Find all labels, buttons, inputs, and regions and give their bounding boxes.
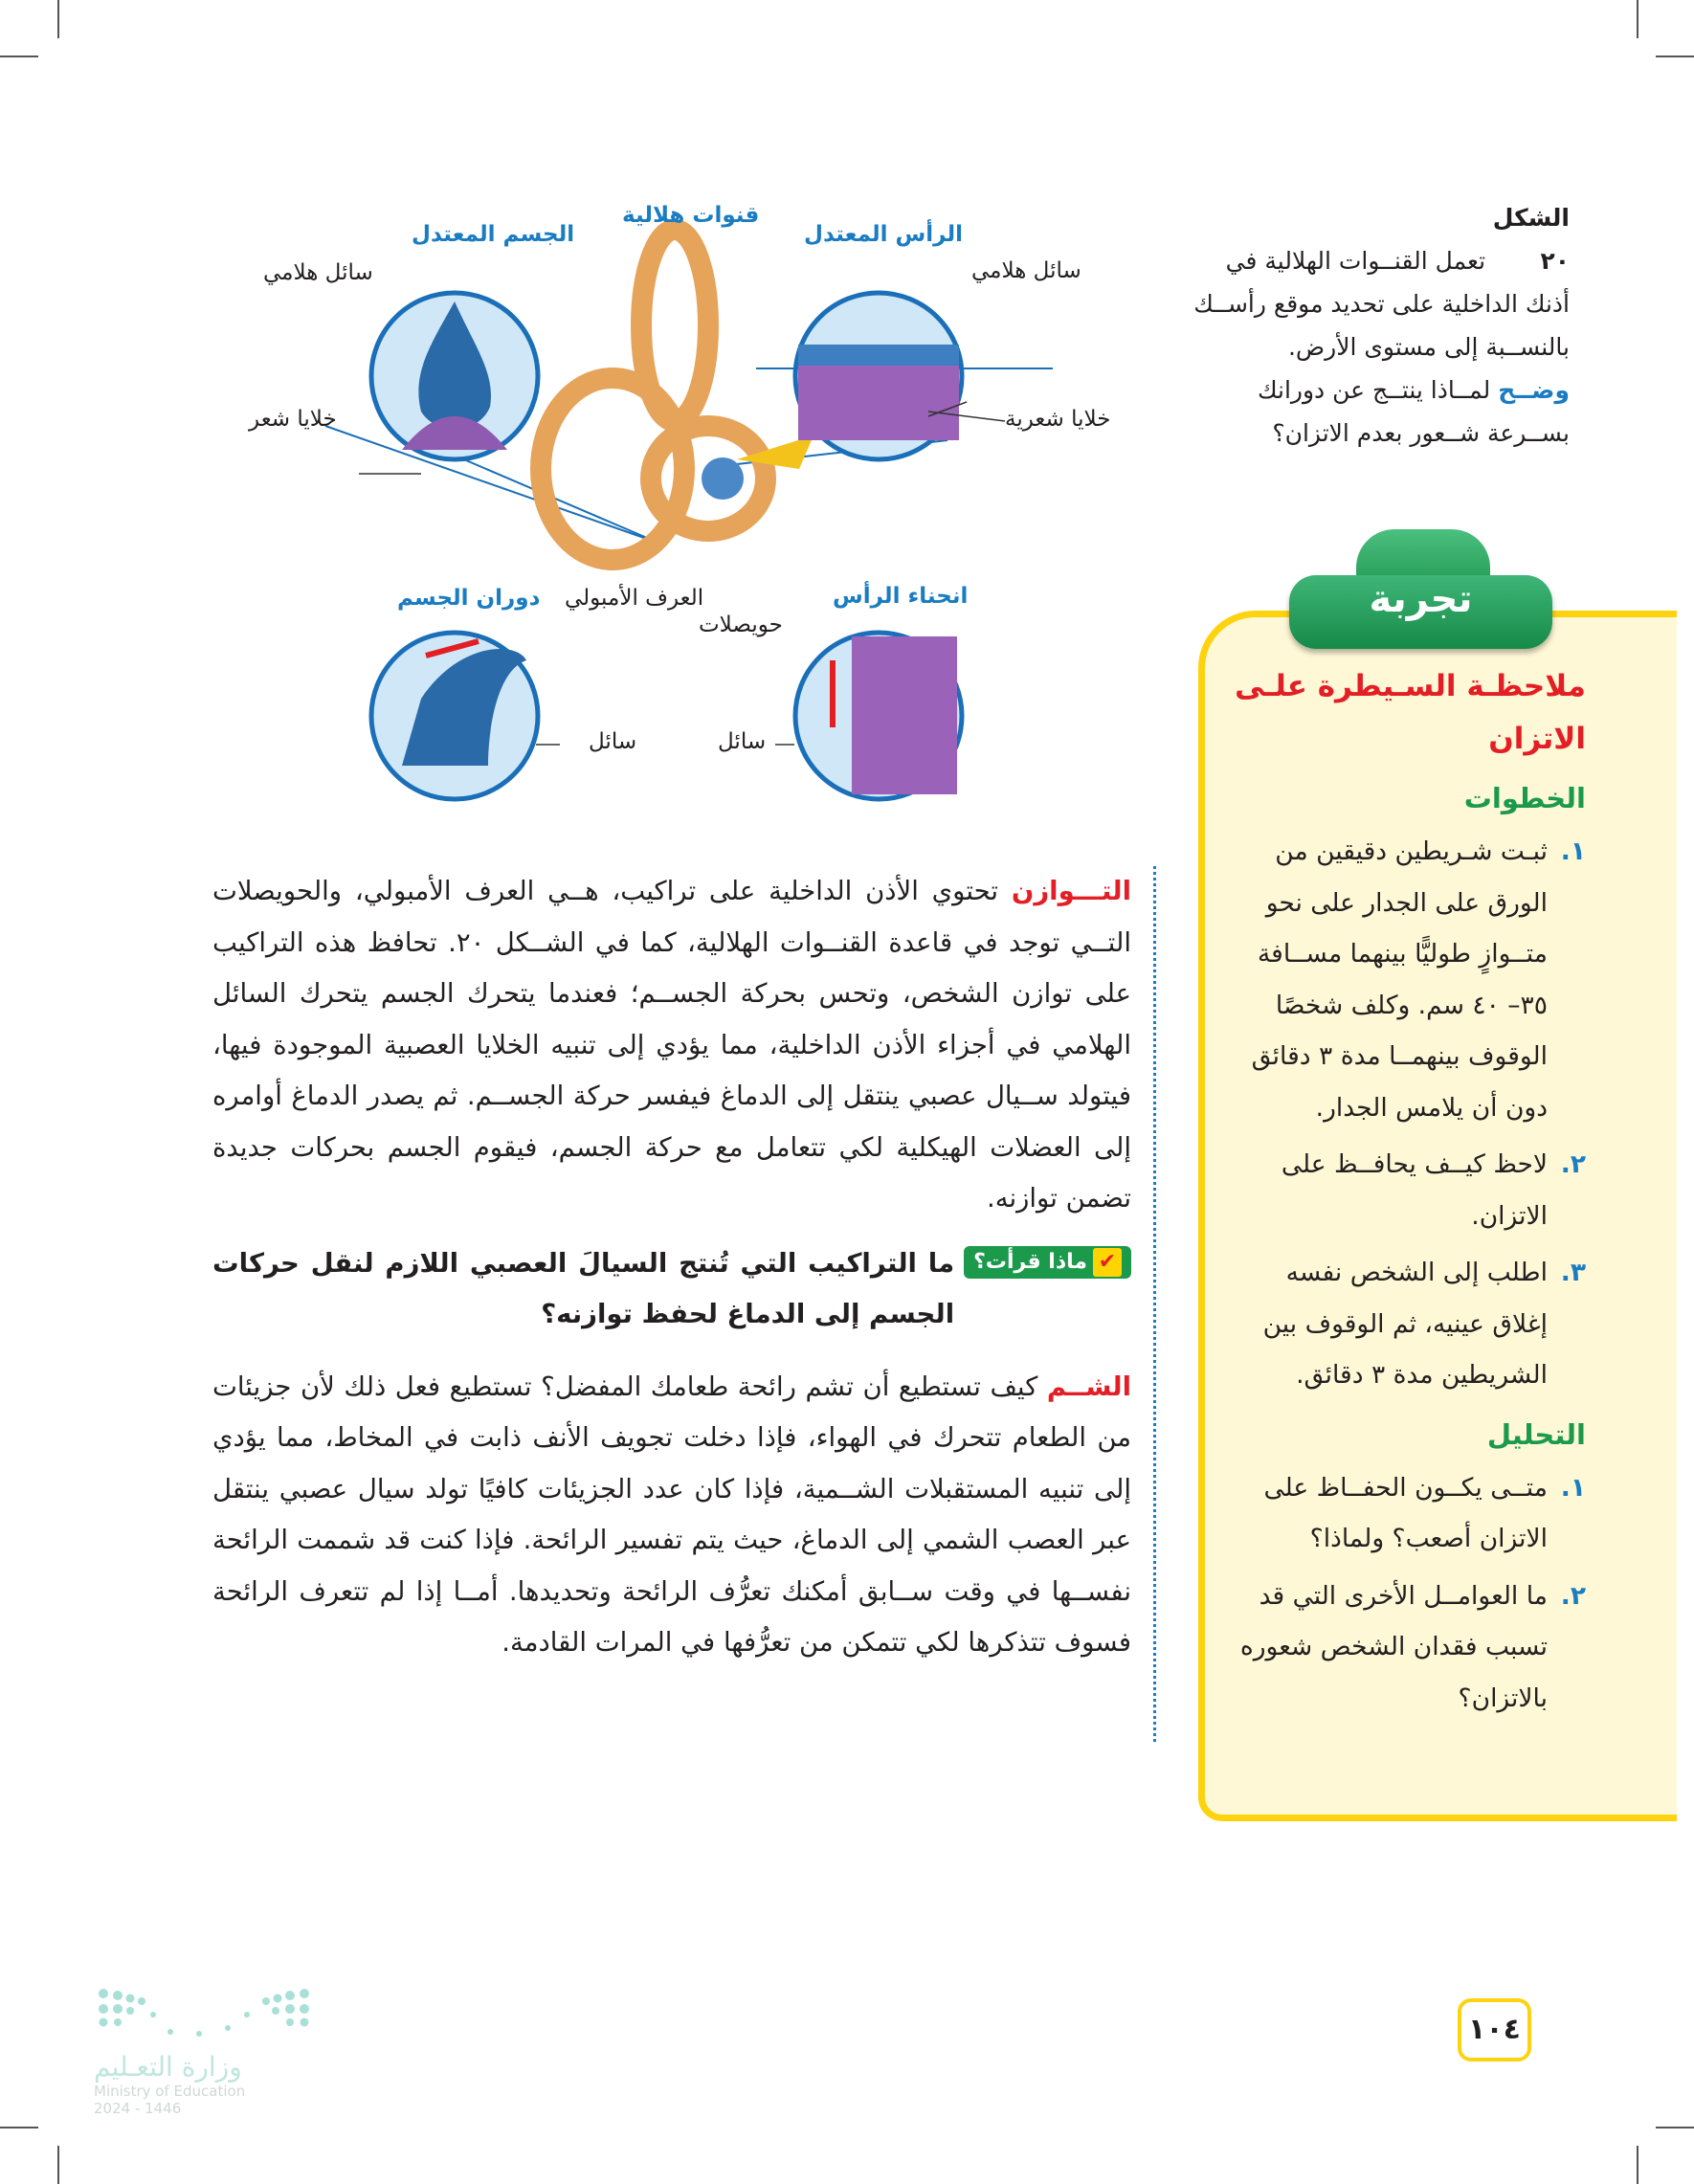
step-number: ٢. bbox=[1560, 1149, 1586, 1179]
explain-text: لمــاذا ينتــج عن دورانك بســرعة شــعور بعدم الاتزان؟ bbox=[1257, 376, 1570, 447]
analysis-item bbox=[1227, 1571, 1586, 1725]
label-hair-cells-left: خلايا شعر bbox=[249, 407, 337, 432]
experiment-tab bbox=[1289, 529, 1552, 649]
step-item bbox=[1227, 826, 1586, 1133]
explain-word: وضــح bbox=[1498, 376, 1570, 404]
reading-check bbox=[212, 1238, 1131, 1341]
column-divider bbox=[1153, 866, 1156, 1742]
balance-text: تحتوي الأذن الداخلية على تراكيب، هــي العرف الأمبولي، والحويصلات التــي توجد في قاعدة القنــوات الهلالية، كما في الشــكل ٢٠. تحافظ هذه التراكيب على توازن الشخص، وتحس بحركة الجســم؛ فعندما يتحرك الجسم يتحرك السائل الهلامي في أجزاء الأذن الداخلية، مما يؤدي إلى تنبيه الخلايا العصبية الموجودة فيها، فيتولد ســيال عصبي ينتقل إلى الدماغ فيفسر حركة الجســم. ثم يصدر الدماغ أوامره إلى العضلات الهيكلية لكي تتعامل مع حركة الجسم، فيقوم الجسم بحركات جديدة تضمن توازنه. bbox=[212, 876, 1131, 1214]
crop-mark bbox=[1637, 0, 1638, 38]
crop-mark bbox=[1656, 2127, 1694, 2128]
step-text: ثبـت شـريطين دقيقين من الورق على الجدار على نحو متــوازٍ طوليًّا بينهما مســافة ٣٥– ٤٠ سم. وكلف شخصًا الوقوف بينهمــا مدة ٣ دقائق دون أن يلامس الجدار. bbox=[1251, 836, 1548, 1123]
label-hair-cells-right: خلايا شعرية bbox=[1005, 407, 1111, 432]
logo-english: Ministry of Education bbox=[94, 2083, 246, 2100]
step-number: ١. bbox=[1560, 836, 1586, 866]
balance-term: التـــوازن bbox=[1011, 876, 1131, 906]
smell-term: الشــم bbox=[1046, 1371, 1131, 1402]
reading-check-badge bbox=[964, 1246, 1131, 1279]
step-item bbox=[1227, 1247, 1586, 1401]
analysis-heading: التحليل bbox=[1486, 1417, 1586, 1451]
crop-mark bbox=[0, 56, 38, 57]
label-gel-left: سائل هلامي bbox=[263, 260, 373, 285]
label-ampulla: العرف الأمبولي bbox=[565, 586, 704, 611]
step-item bbox=[1227, 1139, 1586, 1241]
analysis-number: ١. bbox=[1560, 1472, 1586, 1503]
analysis-text: ما العوامــل الأخرى التي قد تسبب فقدان الشخص شعوره بالاتزان؟ bbox=[1239, 1580, 1548, 1713]
label-head-upright: الرأس المعتدل bbox=[804, 222, 964, 247]
semicircular-canals bbox=[541, 230, 766, 560]
check-icon: ✔ bbox=[1093, 1248, 1122, 1277]
crop-mark bbox=[1637, 2146, 1638, 2184]
steps-heading: الخطوات bbox=[1463, 782, 1586, 814]
analysis-item bbox=[1227, 1462, 1586, 1565]
ministry-logo bbox=[94, 1986, 323, 2117]
label-head-tilt: انحناء الرأس bbox=[833, 584, 969, 609]
smell-paragraph bbox=[212, 1362, 1131, 1669]
figure-text: تعمل القنــوات الهلالية في أذنك الداخلية على تحديد موقع رأســك بالنســبة إلى مستوى الأرض. bbox=[1193, 247, 1570, 361]
crop-mark bbox=[57, 0, 59, 38]
crop-mark bbox=[57, 2146, 59, 2184]
balance-paragraph bbox=[212, 866, 1131, 1225]
figure-caption bbox=[1177, 196, 1570, 455]
step-number: ٣. bbox=[1560, 1258, 1586, 1287]
smell-text: كيف تستطيع أن تشم رائحة طعامك المفضل؟ تستطيع فعل ذلك لأن جزيئات من الطعام تتحرك في الهواء، فإذا دخلت تجويف الأنف ذابت في المخاط، مما يؤدي إلى تنبيه المستقبلات الشــمية، فإذا كان عدد الجزيئات كافيًا تولد سيال عصبي ينتقل عبر العصب الشمي إلى الدماغ، حيث يتم تفسير الرائحة. فإذا كنت قد شممت الرائحة نفســها في وقت ســابق أمكنك تعرُّف الرائحة وتحديدها. أمــا إذا لم تتعرف الرائحة فسوف تتذكرها لكي تتمكن من تعرُّفها في المرات القادمة. bbox=[212, 1371, 1131, 1658]
label-semicircular-canals: قنوات هلالية bbox=[622, 203, 760, 228]
logo-arabic: وزارة التعـليم bbox=[94, 2051, 242, 2083]
experiment-content bbox=[1227, 660, 1586, 1729]
label-vesicles: حويصلات bbox=[699, 613, 783, 637]
crop-mark bbox=[1656, 56, 1694, 57]
step-text: اطلب إلى الشخص نفسه إغلاق عينيه، ثم الوقوف بين الشريطين مدة ٣ دقائق. bbox=[1262, 1258, 1548, 1390]
label-gel-right: سائل هلامي bbox=[971, 258, 1081, 283]
figure-label: الشكل ٢٠ bbox=[1492, 204, 1570, 275]
label-body-rotation: دوران الجسم bbox=[397, 586, 541, 611]
label-fluid-left: سائل bbox=[589, 729, 637, 754]
experiment-title: ملاحظـة السـيطرة علـى الاتزان bbox=[1235, 669, 1586, 756]
analysis-text: متــى يكــون الحفــاظ على الاتزان أصعب؟ ولماذا؟ bbox=[1263, 1472, 1548, 1553]
logo-dots-icon bbox=[94, 1986, 323, 2043]
main-text bbox=[212, 866, 1131, 1669]
reading-check-question: ما التراكيب التي تُنتج السيالَ العصبي اللازم لنقل حركات الجسم إلى الدماغ لحفظ توازنه؟ bbox=[212, 1247, 955, 1329]
logo-year: 2024 - 1446 bbox=[94, 2100, 182, 2117]
crop-mark bbox=[0, 2127, 38, 2128]
analysis-number: ٢. bbox=[1560, 1580, 1586, 1611]
step-text: لاحظ كيــف يحافــظ على الاتزان. bbox=[1281, 1149, 1548, 1231]
label-fluid-right: سائل bbox=[718, 729, 767, 754]
label-body-upright: الجسم المعتدل bbox=[412, 222, 575, 247]
page-number: ١٠٤ bbox=[1458, 1998, 1531, 2061]
experiment-tab-label: تجربة bbox=[1369, 577, 1473, 621]
inner-ear-diagram bbox=[239, 191, 1139, 823]
ear-illustration bbox=[239, 191, 1139, 823]
reading-check-label: ماذا قرأت؟ bbox=[973, 1249, 1087, 1274]
